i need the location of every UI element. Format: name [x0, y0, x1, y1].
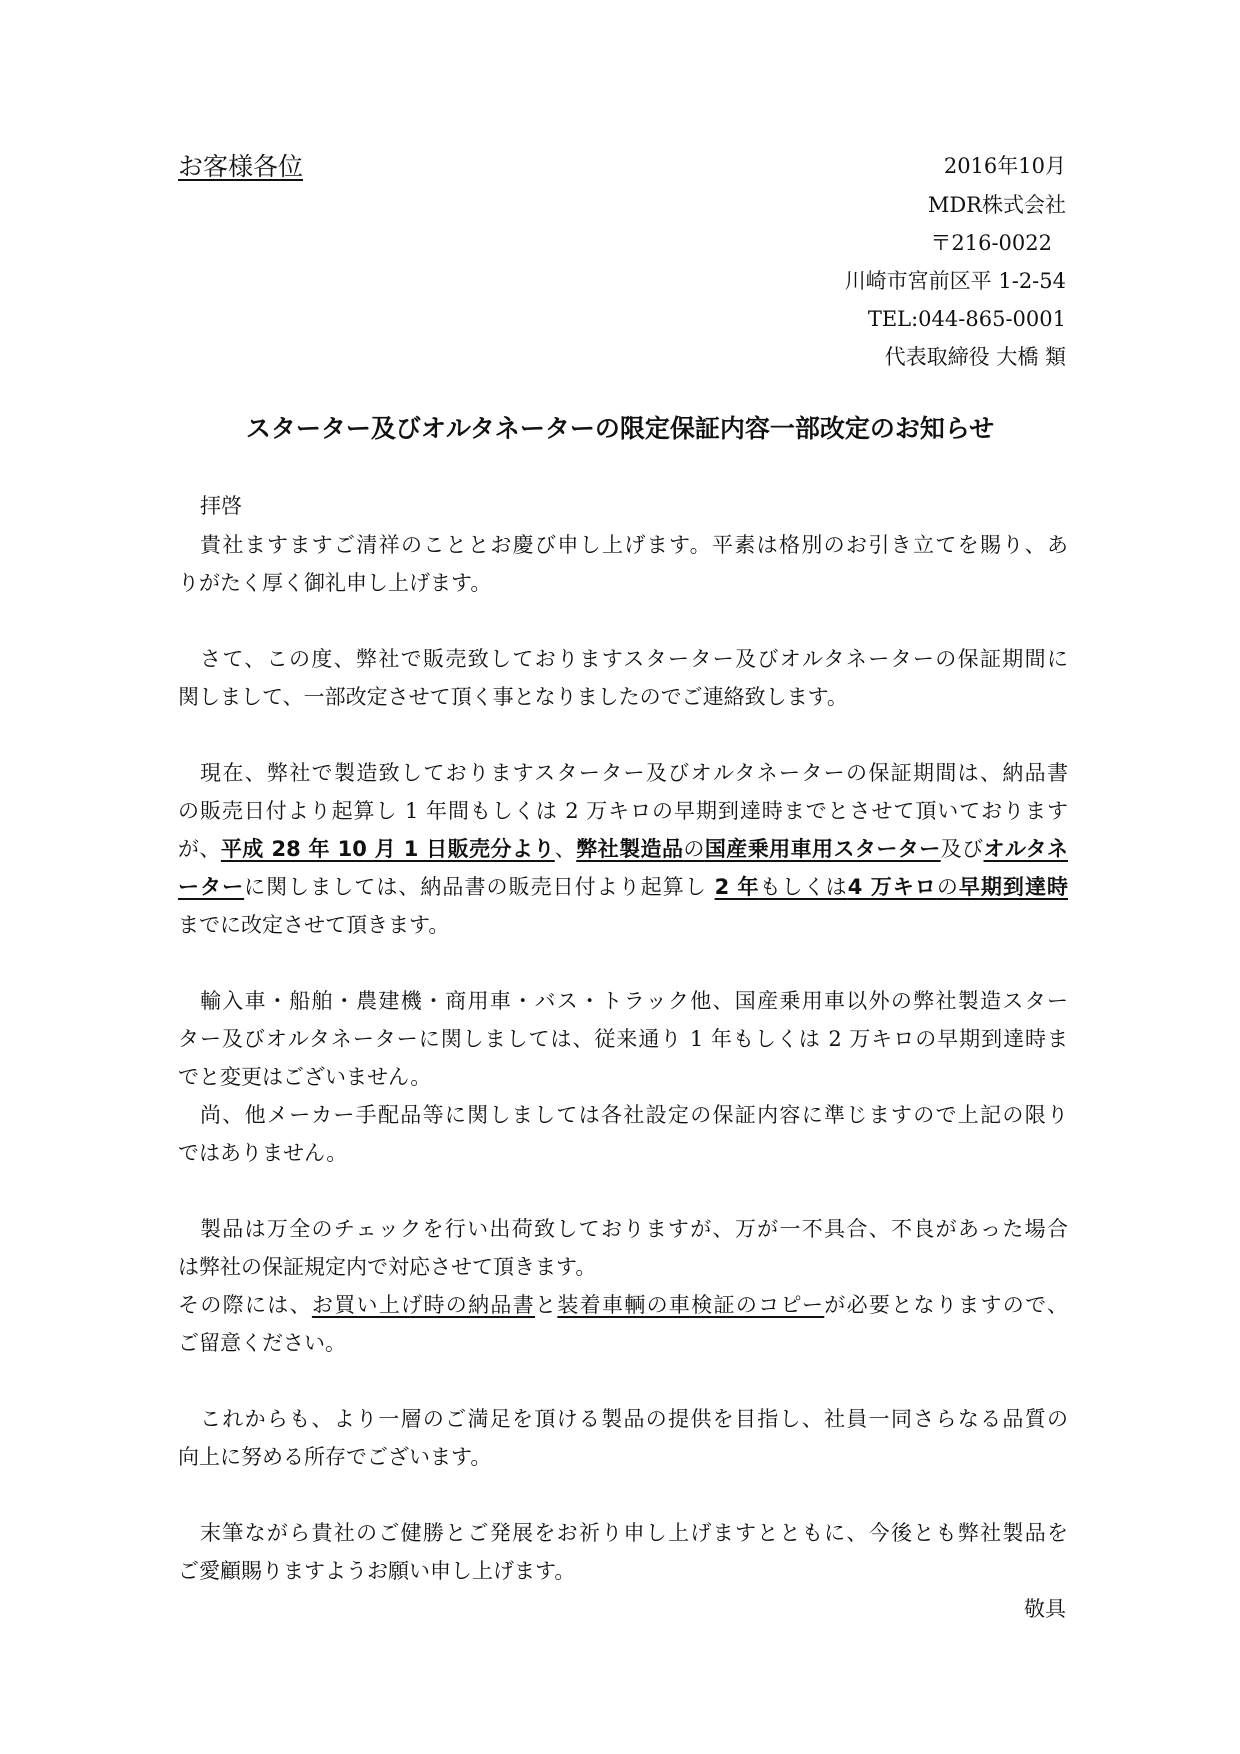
- paragraph-6-line-1: これからも、より一層のご満足を頂ける製品の提供を目指し、社員一同さらなる品質の: [200, 1407, 1068, 1431]
- paragraph-3-line-2: の販売日付より起算し 1 年間もしくは 2 万キロの早期到達時までとさせて頂いております: [178, 799, 1068, 823]
- addressee: お客様各位: [178, 152, 304, 181]
- text-segment: が、: [178, 837, 221, 861]
- opening-salutation: 拝啓: [200, 494, 242, 518]
- paragraph-3-line-1: 現在、弊社で製造致しておりますスターター及びオルタネーターの保証期間は、納品書: [200, 761, 1068, 785]
- text-segment: に関しましては、納品書の販売日付より起算し: [244, 875, 715, 899]
- paragraph-2-line-1: さて、この度、弊社で販売致しておりますスターター及びオルタネーターの保証期間に: [200, 647, 1068, 671]
- inspection-certificate-requirement: 装着車輌の車検証のコピー: [557, 1293, 825, 1317]
- text-segment: もしくは: [759, 875, 848, 899]
- forty-thousand-km-emphasis: 4 万キロ: [847, 875, 937, 899]
- paragraph-5-line-2: は弊社の保証規定内で対応させて頂きます。: [178, 1255, 597, 1279]
- alternator-emphasis: オルタネ: [983, 837, 1068, 861]
- paragraph-3-line-5: までに改定させて頂きます。: [178, 913, 450, 937]
- text-segment: 、: [554, 837, 577, 861]
- representative: 代表取締役 大橋 類: [884, 345, 1066, 369]
- text-segment: と: [535, 1293, 558, 1317]
- paragraph-3-line-4: [178, 868, 1068, 906]
- paragraph-5-line-4: ご留意ください。: [178, 1331, 346, 1355]
- paragraph-4-line-1: 輸入車・船舶・農建機・商用車・バス・トラック他、国産乗用車以外の弊社製造スター: [200, 989, 1068, 1013]
- invoice-requirement: お買い上げ時の納品書: [311, 1293, 536, 1317]
- alternator-emphasis-cont: ーター: [178, 875, 245, 899]
- paragraph-5-line-1: 製品は万全のチェックを行い出荷致しておりますが、万が一不具合、不良があった場合: [200, 1217, 1068, 1241]
- notice-title: スターター及びオルタネーターの限定保証内容一部改定のお知らせ: [245, 414, 995, 443]
- paragraph-6-line-2: 向上に努める所存でございます。: [178, 1445, 492, 1469]
- postal-code: 〒216-0022: [930, 231, 1052, 255]
- earliest-reached-emphasis: 早期到達時: [958, 875, 1069, 899]
- domestic-starter-emphasis: 国産乗用車用スターター: [704, 837, 941, 861]
- paragraph-4-line-4: 尚、他メーカー手配品等に関しましては各社設定の保証内容に準じますので上記の限り: [200, 1103, 1068, 1127]
- text-segment: が必要となりますので、: [824, 1293, 1069, 1317]
- text-segment: の: [936, 875, 959, 899]
- closing-salutation: 敬具: [1024, 1597, 1066, 1621]
- effective-date-emphasis: 平成 28 年 10 月 1 日販売分より: [220, 837, 555, 861]
- paragraph-3-line-3: [178, 830, 1068, 868]
- paragraph-4-line-5: ではありません。: [178, 1141, 348, 1165]
- paragraph-4-line-2: ター及びオルタネーターに関しましては、従来通り 1 年もしくは 2 万キロの早期到達時ま: [178, 1027, 1068, 1051]
- text-segment: その際には、: [178, 1293, 312, 1317]
- paragraph-4-line-3: でと変更はございません。: [178, 1065, 432, 1089]
- text-segment: の: [683, 837, 705, 861]
- company-name: MDR株式会社: [927, 193, 1066, 217]
- paragraph-5-line-3: [178, 1286, 1068, 1324]
- paragraph-1-line-2: りがたく厚く御礼申し上げます。: [178, 571, 492, 595]
- letter-date: 2016年10月: [943, 154, 1066, 178]
- paragraph-7-line-1: 末筆ながら貴社のご健勝とご発展をお祈り申し上げますとともに、今後とも弊社製品を: [200, 1521, 1068, 1545]
- text-segment: 及び: [940, 837, 984, 861]
- two-year-emphasis: 2 年: [714, 875, 760, 899]
- paragraph-1-line-1: 貴社ますますご清祥のこととお慶び申し上げます。平素は格別のお引き立てを賜り、あ: [200, 533, 1068, 557]
- paragraph-2-line-2: 関しまして、一部改定させて頂く事となりましたのでご連絡致します。: [178, 685, 848, 709]
- own-products-emphasis: 弊社製造品: [576, 837, 684, 861]
- company-address: 川崎市宮前区平 1-2-54: [844, 269, 1066, 293]
- paragraph-7-line-2: ご愛顧賜りますようお願い申し上げます。: [178, 1559, 576, 1583]
- company-phone: TEL:044-865-0001: [867, 307, 1066, 331]
